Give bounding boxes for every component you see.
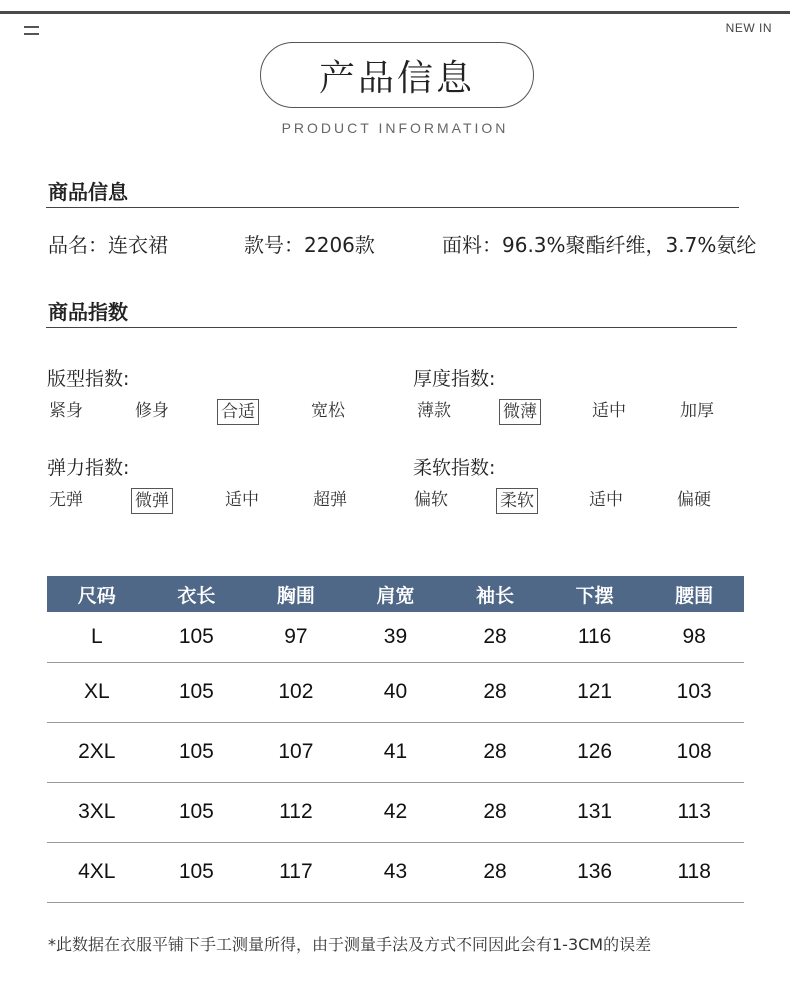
table-cell: 116 [545,612,645,662]
indices-heading: 商品指数 [48,300,128,324]
table-cell: 28 [445,662,545,722]
table-cell: 105 [147,782,247,842]
product-info-divider [46,207,739,208]
table-cell: 107 [246,722,346,782]
table-cell: 42 [346,782,446,842]
thickness-option: 适中 [592,401,626,421]
fit-index-label: 版型指数: [47,368,130,390]
table-cell: 28 [445,612,545,662]
product-info-line [48,229,790,258]
table-cell: 3XL [47,782,147,842]
softness-option-selected: 柔软 [496,488,538,514]
table-cell: 105 [147,612,247,662]
table-row [47,612,744,662]
column-header: 衣长 [147,576,247,612]
size-table [47,576,744,903]
table-cell: 117 [246,842,346,902]
table-cell: 43 [346,842,446,902]
elasticity-option: 适中 [225,490,259,510]
softness-option: 适中 [589,490,623,510]
elasticity-option: 无弹 [49,490,83,510]
new-in-label: NEW IN [725,21,772,35]
product-info-heading: 商品信息 [48,180,128,204]
indices-divider [46,327,737,328]
table-cell: L [47,612,147,662]
table-cell: 108 [644,722,744,782]
softness-index-label: 柔软指数: [413,457,496,479]
table-cell: XL [47,662,147,722]
fit-option-selected: 合适 [217,399,259,425]
table-cell: 97 [246,612,346,662]
column-header: 尺码 [47,576,147,612]
table-cell: 28 [445,722,545,782]
table-cell: 105 [147,722,247,782]
elasticity-option-selected: 微弹 [131,488,173,514]
page-subtitle: PRODUCT INFORMATION [281,120,509,136]
table-cell: 105 [147,662,247,722]
table-cell: 41 [346,722,446,782]
table-cell: 126 [545,722,645,782]
column-header: 下摆 [545,576,645,612]
column-header: 胸围 [246,576,346,612]
product-material: 面料：96.3%聚酯纤维，3.7%氨纶 [442,233,757,257]
table-cell: 28 [445,842,545,902]
table-cell: 113 [644,782,744,842]
size-table-header [47,576,744,612]
measurement-footnote: *此数据在衣服平铺下手工测量所得，由于测量手法及方式不同因此会有1-3CM的误差 [48,935,652,954]
column-header: 腰围 [644,576,744,612]
table-cell: 28 [445,782,545,842]
fit-option: 紧身 [49,401,83,421]
elasticity-option: 超弹 [313,490,347,510]
table-cell: 136 [545,842,645,902]
thickness-option: 加厚 [680,401,714,421]
table-row [47,722,744,782]
table-cell: 118 [644,842,744,902]
column-header: 袖长 [445,576,545,612]
fit-option: 宽松 [311,401,345,421]
product-name: 品名：连衣裙 [48,233,168,257]
table-cell: 131 [545,782,645,842]
table-row [47,842,744,902]
table-cell: 102 [246,662,346,722]
table-cell: 39 [346,612,446,662]
table-cell: 40 [346,662,446,722]
table-cell: 112 [246,782,346,842]
thickness-index-label: 厚度指数: [413,368,496,390]
top-divider [0,11,790,14]
table-cell: 4XL [47,842,147,902]
page-title: 产品信息 [318,57,475,99]
table-cell: 105 [147,842,247,902]
table-cell: 2XL [47,722,147,782]
thickness-option: 薄款 [417,401,451,421]
elasticity-index-label: 弹力指数: [47,457,130,479]
table-cell: 121 [545,662,645,722]
table-row [47,662,744,722]
hamburger-menu-icon[interactable] [24,26,39,35]
product-model: 款号：2206款 [244,233,375,257]
table-row [47,782,744,842]
fit-option: 修身 [135,401,169,421]
softness-option: 偏硬 [677,490,711,510]
column-header: 肩宽 [346,576,446,612]
title-pill [260,42,534,108]
softness-option: 偏软 [414,490,448,510]
table-cell: 103 [644,662,744,722]
thickness-option-selected: 微薄 [499,399,541,425]
table-cell: 98 [644,612,744,662]
